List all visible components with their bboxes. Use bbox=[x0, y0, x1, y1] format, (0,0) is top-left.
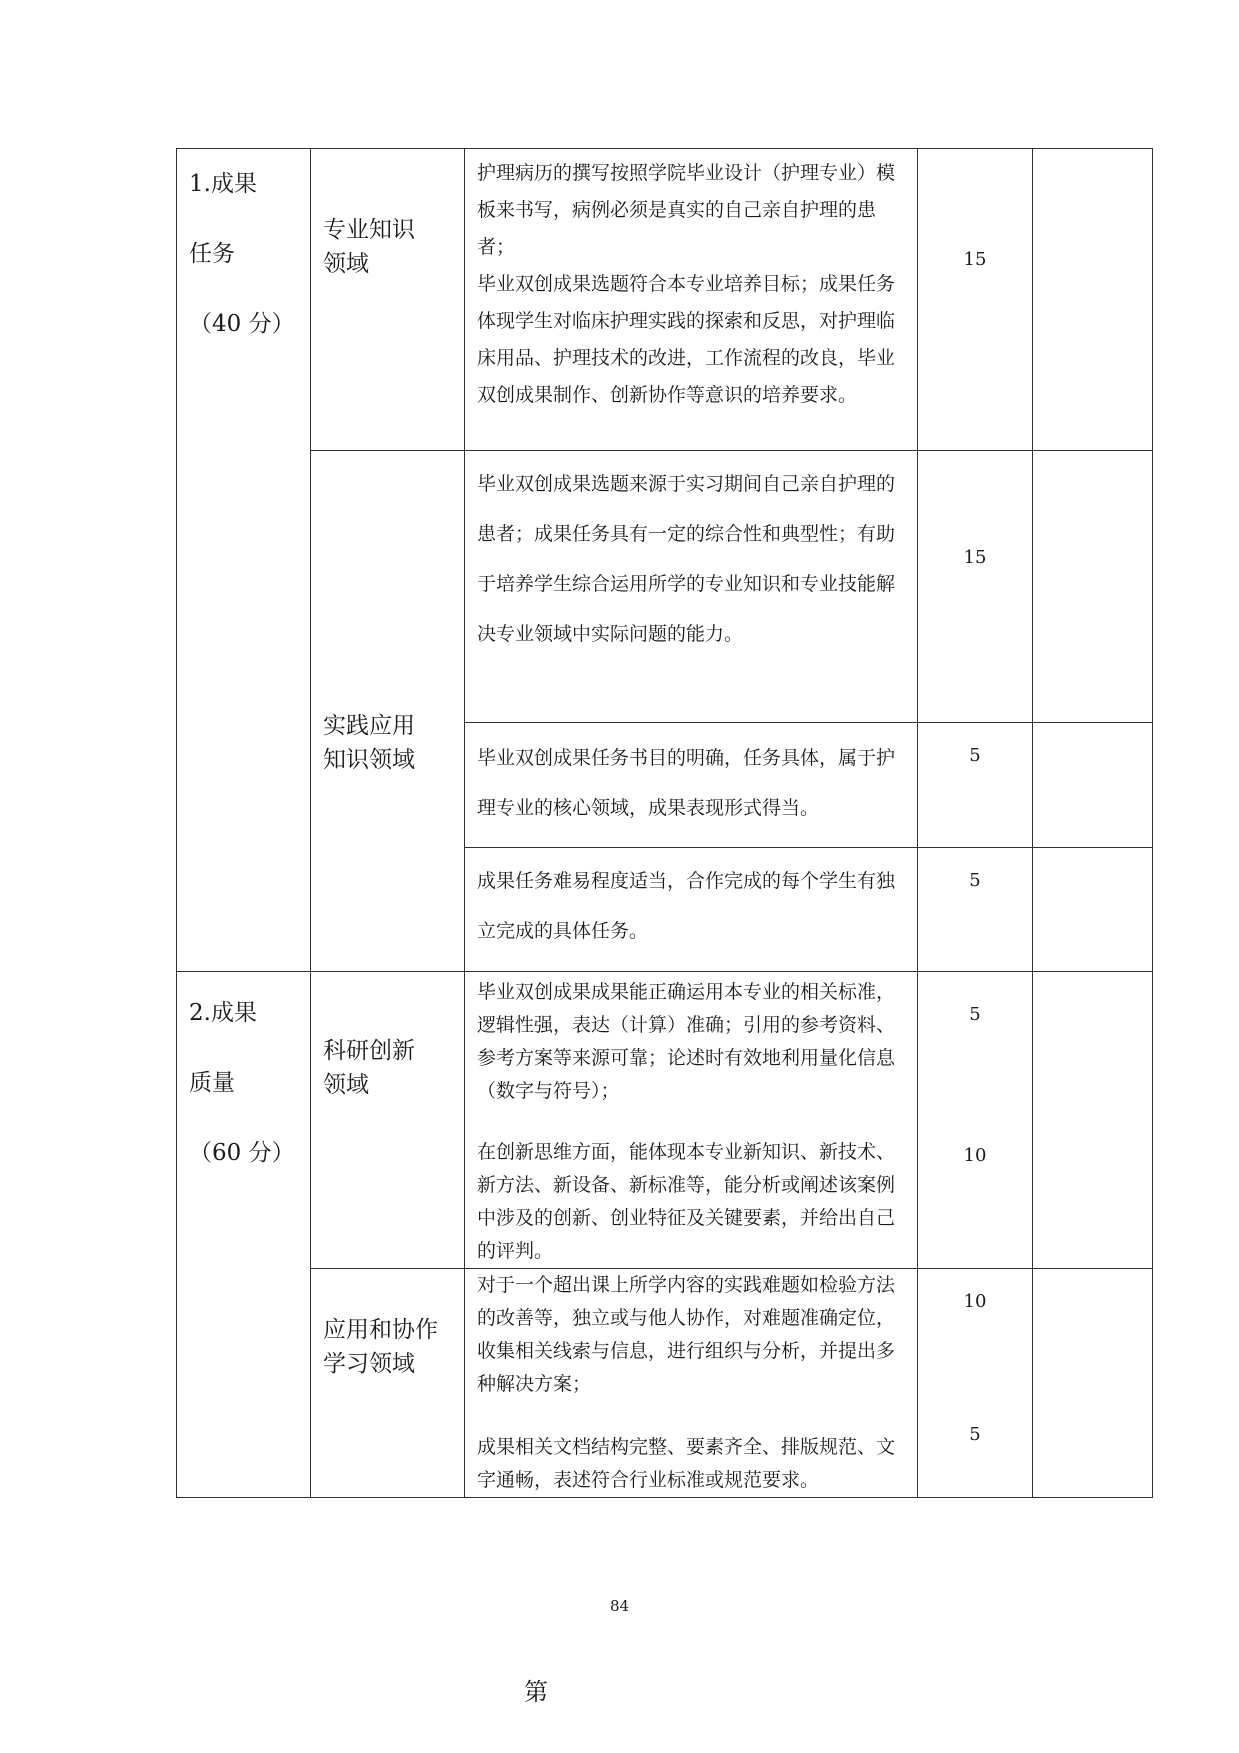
category-title: 2.成果 bbox=[189, 1000, 257, 1026]
score-value: 10 bbox=[963, 1145, 987, 1166]
score-cell bbox=[918, 451, 1033, 723]
criterion-text: 毕业双创成果选题来源于实习期间自己亲自护理的患者；成果任务具有一定的综合性和典型性；有助于培养学生综合运用所学的专业知识和专业技能解决专业领域中实际问题的能力。 bbox=[477, 473, 896, 645]
area-name: 领域 bbox=[323, 251, 369, 277]
area-cell bbox=[311, 1269, 465, 1498]
area-cell bbox=[311, 972, 465, 1269]
table-row bbox=[177, 451, 1153, 723]
area-name: 科研创新 bbox=[323, 1038, 415, 1064]
score-cell bbox=[918, 972, 1033, 1269]
score-value: 15 bbox=[963, 249, 987, 270]
category-cell bbox=[177, 972, 311, 1498]
criterion-text: 成果任务难易程度适当，合作完成的每个学生有独立完成的具体任务。 bbox=[477, 870, 896, 942]
criterion-text: 对于一个超出课上所学内容的实践难题如检验方法的改善等，独立或与他人协作，对难题准确定位，收集相关线索与信息，进行组织与分析，并提出多种解决方案； bbox=[477, 1274, 896, 1395]
table-row bbox=[177, 972, 1153, 1269]
criterion-text: 在创新思维方面，能体现本专业新知识、新技术、新方法、新设备、新标准等，能分析或阐述该案例中涉及的创新、创业特征及关键要素，并给出自己的评判。 bbox=[477, 1141, 896, 1262]
criterion-cell bbox=[465, 149, 918, 451]
table-row bbox=[177, 1269, 1153, 1498]
criterion-text: 护理病历的撰写按照学院毕业设计（护理专业）模板来书写，病例必须是真实的自己亲自护理的患者； bbox=[477, 162, 896, 258]
table-row bbox=[177, 149, 1153, 451]
score-cell bbox=[918, 723, 1033, 848]
criterion-cell bbox=[465, 723, 918, 848]
area-cell bbox=[311, 451, 465, 972]
area-name: 专业知识 bbox=[323, 217, 415, 243]
category-points: （40 分） bbox=[189, 311, 295, 337]
criterion-text: 成果相关文档结构完整、要素齐全、排版规范、文字通畅，表述符合行业标准或规范要求。 bbox=[477, 1436, 896, 1491]
footer-text: 第 bbox=[524, 1678, 548, 1706]
blank-cell bbox=[1033, 451, 1153, 723]
area-name: 学习领域 bbox=[323, 1351, 415, 1377]
category-points: （60 分） bbox=[189, 1140, 295, 1166]
category-title: 质量 bbox=[189, 1070, 235, 1096]
score-value: 10 bbox=[963, 1291, 987, 1312]
category-cell bbox=[177, 149, 311, 972]
criterion-text: 毕业双创成果选题符合本专业培养目标；成果任务体现学生对临床护理实践的探索和反思，对护理临床用品、护理技术的改进，工作流程的改良，毕业双创成果制作、创新协作等意识的培养要求。 bbox=[477, 273, 896, 406]
evaluation-rubric-table bbox=[176, 148, 1153, 1498]
score-cell bbox=[918, 848, 1033, 972]
score-cell bbox=[918, 1269, 1033, 1498]
score-cell bbox=[918, 149, 1033, 451]
page-number: 84 bbox=[609, 1597, 630, 1615]
blank-cell bbox=[1033, 1269, 1153, 1498]
category-title: 任务 bbox=[189, 241, 235, 267]
score-value: 5 bbox=[969, 1004, 981, 1025]
category-title: 1.成果 bbox=[189, 171, 257, 197]
criterion-cell bbox=[465, 1269, 918, 1498]
area-name: 应用和协作 bbox=[323, 1317, 438, 1343]
area-name: 领域 bbox=[323, 1072, 369, 1098]
blank-cell bbox=[1033, 149, 1153, 451]
score-value: 5 bbox=[969, 870, 981, 891]
area-name: 知识领域 bbox=[323, 747, 415, 773]
blank-cell bbox=[1033, 972, 1153, 1269]
criterion-text: 毕业双创成果成果能正确运用本专业的相关标准，逻辑性强，表达（计算）准确；引用的参考资料、参考方案等来源可靠；论述时有效地利用量化信息（数字与符号）； bbox=[477, 981, 896, 1102]
blank-cell bbox=[1033, 723, 1153, 848]
criterion-text: 毕业双创成果任务书目的明确，任务具体，属于护理专业的核心领域，成果表现形式得当。 bbox=[477, 747, 896, 819]
blank-cell bbox=[1033, 848, 1153, 972]
score-value: 5 bbox=[969, 745, 981, 766]
criterion-cell bbox=[465, 451, 918, 723]
area-name: 实践应用 bbox=[323, 713, 415, 739]
score-value: 5 bbox=[969, 1424, 981, 1445]
score-value: 15 bbox=[963, 547, 987, 568]
area-cell bbox=[311, 149, 465, 451]
criterion-cell bbox=[465, 972, 918, 1269]
criterion-cell bbox=[465, 848, 918, 972]
